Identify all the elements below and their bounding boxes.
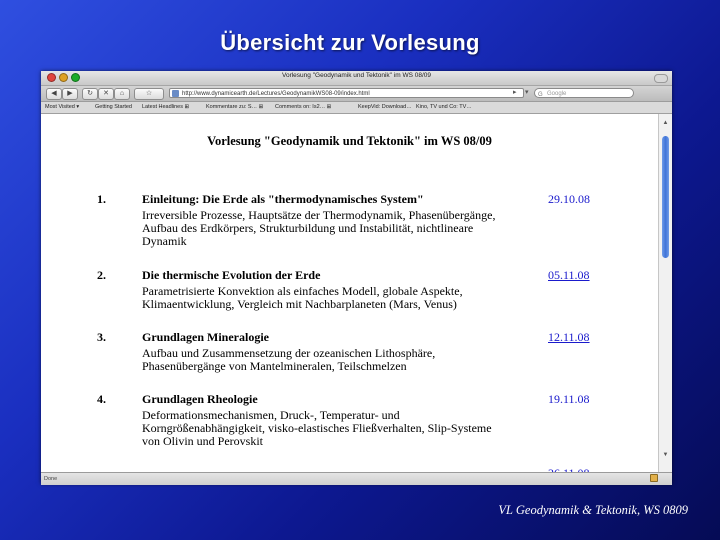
forward-arrow-icon[interactable]: ▶ (62, 88, 78, 100)
lecture-description-line: Aufbau des Erdkörpers, Strukturbildung und Instabilität, nichtlineare (142, 221, 474, 235)
addon-icon[interactable] (650, 474, 658, 482)
go-arrow-icon[interactable]: ▸ (513, 89, 517, 96)
bookmark-item[interactable]: Kino, TV und Co: TV… (416, 104, 472, 110)
bookmarks-bar (41, 102, 672, 114)
title-bar[interactable] (41, 71, 672, 86)
search-icon: G (538, 92, 543, 98)
lecture-title: Grundlagen Rheologie (142, 392, 258, 406)
lecture-description-line: Irreversible Prozesse, Hauptsätze der Thermodynamik, Phasenübergänge, (142, 208, 496, 222)
lecture-title: Die thermische Evolution der Erde (142, 268, 321, 282)
stop-icon[interactable]: ✕ (98, 88, 114, 100)
lecture-description (142, 209, 552, 248)
bookmark-item[interactable]: Most Visited ▾ (45, 104, 80, 110)
address-bar-url: http://www.dynamicearth.de/Lectures/GeodynamikWS08-09/index.html (182, 91, 370, 97)
bookmark-item[interactable]: Latest Headlines ⊞ (142, 104, 190, 110)
history-dropdown-icon[interactable]: ▾ (525, 89, 529, 96)
bookmark-item[interactable]: Comments on: Is2… ⊞ (275, 104, 332, 110)
home-icon[interactable]: ⌂ (114, 88, 130, 100)
lecture-description-line: von Olivin und Perovskit (142, 434, 264, 448)
lecture-date-link[interactable]: 05.11.08 (548, 268, 590, 282)
lecture-description-line: Korngrößenabhängigkeit, visko-elastisches Fließverhalten, Slip-Systeme (142, 421, 492, 435)
toolbar-toggle-button[interactable] (654, 74, 668, 83)
page-content (41, 114, 658, 472)
lecture-description-line: Deformationsmechanismen, Druck-, Temperatur- und (142, 408, 400, 422)
reload-icon[interactable]: ↻ (82, 88, 98, 100)
bookmark-item[interactable]: Getting Started (95, 104, 132, 110)
back-arrow-icon[interactable]: ◀ (46, 88, 62, 100)
lecture-description-line: Parametrisierte Konvektion als einfaches Modell, globale Aspekte, (142, 284, 463, 298)
site-favicon-icon (172, 90, 179, 97)
vertical-scrollbar[interactable] (658, 114, 672, 472)
lecture-number: 1. (97, 192, 106, 206)
status-text: Done (44, 476, 58, 482)
bookmark-star-icon[interactable]: ☆ (134, 88, 164, 100)
lecture-description-line: Klimaentwicklung, Vergleich mit Nachbarplaneten (Mars, Venus) (142, 297, 457, 311)
lecture-description-line: Dynamik (142, 234, 187, 248)
lecture-title: Einleitung: Die Erde als "thermodynamisches System" (142, 192, 424, 206)
scroll-thumb[interactable] (662, 136, 669, 258)
lecture-number: 4. (97, 392, 106, 406)
slide-title: Übersicht zur Vorlesung (220, 30, 480, 55)
slide-footer: VL Geodynamik & Tektonik, WS 0809 (498, 503, 688, 517)
lecture-date-link[interactable]: 19.11.08 (548, 392, 590, 406)
status-bar (41, 472, 672, 485)
navigation-toolbar (41, 86, 672, 102)
browser-window (41, 71, 672, 484)
scroll-up-icon[interactable]: ▲ (662, 120, 669, 126)
lecture-description-line: Phasenübergänge von Mantelmineralen, Teilschmelzen (142, 359, 407, 373)
page-heading: Vorlesung "Geodynamik und Tektonik" im WS 08/09 (207, 134, 492, 148)
window-title: Vorlesung "Geodynamik und Tektonik" im WS 08/09 (281, 72, 432, 79)
lecture-number: 3. (97, 330, 106, 344)
lecture-description (142, 285, 552, 311)
lecture-description (142, 409, 552, 448)
search-input[interactable] (534, 88, 634, 98)
lecture-title: Grundlagen Mineralogie (142, 330, 269, 344)
scroll-down-icon[interactable]: ▼ (662, 452, 669, 458)
lecture-description-line: Aufbau und Zusammensetzung der ozeanischen Lithosphäre, (142, 346, 436, 360)
bookmark-item[interactable]: Kommentare zu: S… ⊞ (206, 104, 264, 110)
lecture-description (142, 347, 552, 373)
lecture-number: 2. (97, 268, 106, 282)
address-bar[interactable] (169, 88, 524, 98)
lecture-date-link[interactable]: 29.10.08 (548, 192, 590, 206)
bookmark-item[interactable]: KeepVid: Download… (358, 104, 412, 110)
lecture-date-link[interactable]: 12.11.08 (548, 330, 590, 344)
search-placeholder: Google (547, 91, 567, 97)
